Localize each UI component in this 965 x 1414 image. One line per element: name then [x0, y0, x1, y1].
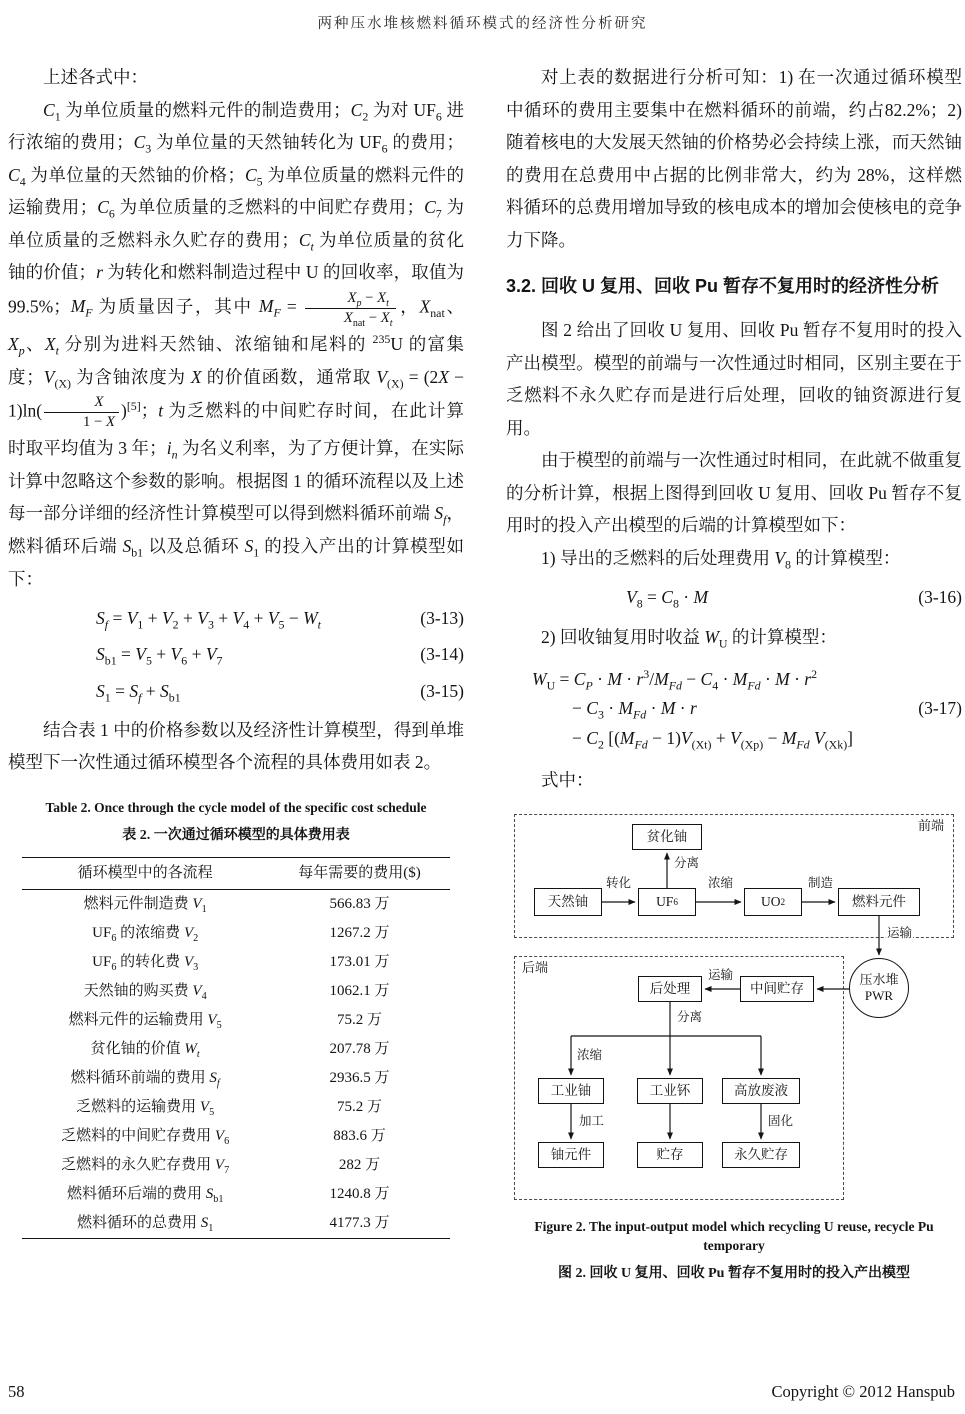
intro-line: 上述各式中：: [43, 67, 148, 87]
equation-3-17-number: (3-17): [918, 698, 962, 719]
process-cell: 乏燃料的中间贮存费用 $V_6$: [61, 1127, 230, 1147]
cost-cell: 75.2 万: [336, 1098, 382, 1115]
process-cell: 燃料循环后端的费用 $S_{b1}$: [66, 1185, 224, 1205]
page-footer: [8, 1382, 955, 1402]
equation-3-15: [8, 678, 464, 704]
separate-front-edge-label: 分离: [674, 856, 700, 871]
equation-3-17-body: [506, 663, 918, 754]
process-cell: 乏燃料的永久贮存费用 $V_7$: [61, 1156, 230, 1176]
pwr-label-en: PWR: [864, 988, 894, 1004]
figure-2-diagram: [508, 808, 960, 1206]
cost-table-header: [22, 857, 451, 889]
table-row: [22, 1035, 451, 1064]
storage-box: 贮存: [637, 1142, 703, 1168]
front-end-label: 前端: [917, 818, 944, 834]
figure-2-captions: [506, 1218, 962, 1287]
uranium-element-box: 铀元件: [538, 1142, 604, 1168]
equation-3-14: [8, 641, 464, 667]
equation-3-16: [506, 584, 962, 610]
cost-cell: 4177.3 万: [269, 1209, 451, 1239]
uo2-box: UO 2: [744, 888, 802, 916]
cost-table-body: [22, 889, 451, 1238]
reprocessing-box: 后处理: [638, 976, 702, 1002]
table-row: [22, 1151, 451, 1180]
depleted-uranium-box: 贫化铀: [632, 824, 702, 850]
figure2-intro-paragraph: 图 2 给出了回收 U 复用、回收 Pu 暂存不复用时的投入产出模型。模型的前端与一次性通过时相同，区别主要在于乏燃料不永久贮存而是进行后处理，回收的铀资源进行复用。: [506, 319, 962, 438]
backend-model-paragraph: 由于模型的前端与一次性通过时相同，在此就不做重复的分析计算，根据上图得到回收 U 复用、回收 Pu 暂存不复用时的投入产出模型的后端的计算模型如下：: [506, 450, 962, 536]
table-2-caption-en: Table 2. Once through the cycle model of the specific cost schedule: [45, 799, 427, 815]
industrial-plutonium-box: 工业钚: [637, 1078, 703, 1104]
cost-cell: 75.2 万: [336, 1011, 382, 1028]
cost-cell: 207.78 万: [329, 1040, 390, 1057]
fabricate-edge-label: 制造: [808, 876, 834, 891]
col-header-cost: 每年需要的费用($): [269, 857, 451, 889]
cost-table: [22, 857, 451, 1239]
table-2-captions: [12, 799, 460, 849]
process-cell: 天然铀的购买费 $V_4$: [83, 982, 207, 1002]
permanent-storage-box: 永久贮存: [722, 1142, 800, 1168]
interim-storage-box: 中间贮存: [740, 976, 814, 1002]
table-row: [22, 1122, 451, 1151]
table-row: [22, 1006, 451, 1035]
cost-cell: 566.83 万: [329, 895, 390, 912]
cost-cell: 1062.1 万: [329, 982, 390, 999]
cost-cell: 883.6 万: [333, 1127, 386, 1144]
table-2-caption-cn: 表 2. 一次通过循环模型的具体费用表: [122, 827, 350, 843]
figure-2-caption-en: Figure 2. The input-output model which recycling U reuse, recycle Pu temporary: [534, 1219, 934, 1254]
table-row: [22, 889, 451, 919]
right-column: [506, 61, 962, 1287]
table-row: [22, 1064, 451, 1093]
high-level-waste-box: 高放废液: [722, 1078, 800, 1104]
cost-cell: 173.01 万: [329, 953, 390, 970]
enrich-back-edge-label: 浓缩: [577, 1048, 603, 1063]
analysis-paragraph: 对上表的数据进行分析可知：1) 在一次通过循环模型中循环的费用主要集中在燃料循环的前端，约占82.2%；2) 随着核电的大发展天然铀的价格势必会持续上涨，而天然铀的费用在总费用中占据的比例非常大，约为 28%，这样燃料循环的总费用增加导致的核电成本的增加会使核电的竞争力下降。: [506, 67, 962, 250]
copyright-notice: Copyright © 2012 Hanspub: [771, 1382, 955, 1401]
separate-back-edge-label: 分离: [677, 1010, 703, 1025]
table-row: [22, 948, 451, 977]
process-cell: 燃料元件制造费 $V_1$: [83, 895, 207, 915]
equation-3-14-number: (3-14): [420, 644, 464, 665]
equation-3-13-number: (3-13): [420, 608, 464, 629]
cost-cell: 1240.8 万: [329, 1185, 390, 1202]
equation-3-13-body: $S_f = V_1 + V_2 + V_3 + V_4 + V_5 - W_t$: [96, 608, 321, 632]
equation-3-17-line3: − $C_2$ [$(M_{Fd} - 1)V_{(Xt)} + V_{(Xp)} - M_{Fd}$ $V_{(Xk)}$]: [572, 727, 853, 752]
enrich-front-edge-label: 浓缩: [708, 876, 734, 891]
running-head-title: 两种压水堆核燃料循环模式的经济性分析研究: [317, 16, 648, 32]
cost-cell: 1267.2 万: [329, 924, 390, 941]
left-column: [8, 61, 464, 1287]
equation-3-13: [8, 605, 464, 631]
equation-3-17-line1: $W_U = C_P \cdot M \cdot r^3/M_{Fd} - C_4 \cdot M_{Fd} \cdot M \cdot r^2$: [532, 667, 818, 693]
process-edge-label: 加工: [579, 1114, 605, 1129]
cost-cell: 2936.5 万: [329, 1069, 390, 1086]
where-clause: 式中：: [541, 769, 594, 790]
page-number: 58: [8, 1382, 25, 1401]
transport-front-edge-label: 运输: [887, 926, 913, 941]
cost-cell: 282 万: [338, 1156, 381, 1173]
equation-3-15-body: $S_1 = S_f + S_{b1}$: [96, 680, 181, 705]
process-cell: 燃料循环前端的费用 $S_f$: [70, 1069, 220, 1089]
convert-edge-label: 转化: [606, 876, 632, 891]
figure-2-caption-cn: 图 2. 回收 U 复用、回收 Pu 暂存不复用时的投入产出模型: [558, 1266, 910, 1282]
equation-3-15-number: (3-15): [420, 680, 464, 701]
process-cell: $UF_6$ 的浓缩费 $V_2$: [92, 924, 199, 944]
transport-back-edge-label: 运输: [708, 968, 734, 983]
table-row: [22, 919, 451, 948]
equation-3-16-body: $V_8 = C_8 \cdot M$: [626, 587, 709, 611]
col-header-process: 循环模型中的各流程: [22, 857, 269, 889]
process-cell: 贫化铀的价值 $W_t$: [90, 1040, 200, 1060]
industrial-uranium-box: 工业铀: [538, 1078, 604, 1104]
natural-uranium-box: 天然铀: [534, 888, 602, 916]
solidify-edge-label: 固化: [768, 1114, 794, 1129]
equation-3-16-number: (3-16): [918, 587, 962, 608]
table-intro-paragraph: 结合表 1 中的价格参数以及经济性计算模型，得到单堆模型下一次性通过循环模型各个流程的具体费用如表 2。: [8, 719, 464, 773]
process-cell: $UF_6$ 的转化费 $V_3$: [92, 953, 199, 973]
section-3-2-heading: 3.2. 回收 U 复用、回收 Pu 暂存不复用时的经济性分析: [506, 276, 940, 297]
equation-3-17-line2: − $C_3 \cdot M_{Fd} \cdot M \cdot r$: [572, 698, 697, 722]
equation-3-14-body: $S_{b1} = V_5 + V_6 + V_7$: [96, 644, 223, 668]
fuel-element-box: 燃料元件: [838, 888, 920, 916]
two-column-layout: [8, 61, 962, 1287]
list-item-2: 2) 回收铀复用时收益 $W_U$ 的计算模型：: [541, 626, 837, 651]
equation-3-17: [506, 663, 962, 754]
process-cell: 燃料元件的运输费用 $V_5$: [68, 1011, 222, 1031]
table-row: [22, 1093, 451, 1122]
uf6-box: UF 6: [638, 888, 696, 916]
table-row: [22, 977, 451, 1006]
table-row: [22, 1180, 451, 1209]
table-row: [22, 1209, 451, 1239]
pwr-label-cn: 压水堆: [859, 972, 899, 988]
back-end-label: 后端: [522, 960, 549, 976]
symbol-definitions-paragraph: $C_1$ 为单位质量的燃料元件的制造费用；$C_2$ 为对 $UF_6$ 进行浓缩的费用；$C_3$ 为单位量的天然铀转化为 $UF_6$ 的费用；$C_4$ 为单位量的天然铀的价格；$C_5$ 为单位质量的燃料元件的运输费用；$C_6$ 为单位质量的乏燃料的中间贮存费用；$C_7$ 为单位质量的乏燃料永久贮存的费用；$C_t$ 为单位质量的贫化铀的价值；r 为转化和燃料制造过程中 U 的回收率，取值为 99.5%；$M_F$ 为质量因子，其中 $M_F$ = $\frac{X_p - X_t}{X_{nat} - X_t}$ ，$X_{nat}$、$X_p$、$X_t$ 分别为进料天然铀、浓缩铀和尾料的 $^{235}$U 的富集度；$V_{(X)}$ 为含铀浓度为 X 的价值函数，通常取 $V_{(X)} = (2X - 1)\ln$( $\frac{X}{1 - X}$ )[5]；t 为乏燃料的中间贮存时间，在此计算时取平均值为 3 年；$i_n$ 为名义利率，为了方便计算，在实际计算中忽略这个参数的影响。根据图 1 的循环流程以及上述每一部分详细的经济性计算模型可以得到燃料循环前端 $S_f$，燃料循环后端 $S_{b1}$ 以及总循环 $S_1$ 的投入产出的计算模型如下：: [8, 99, 465, 589]
process-cell: 燃料循环的总费用 $S_1$: [22, 1209, 269, 1239]
list-item-1: 1) 导出的乏燃料的后处理费用 $V_8$ 的计算模型：: [541, 547, 901, 572]
process-cell: 乏燃料的运输费用 $V_5$: [76, 1098, 215, 1118]
